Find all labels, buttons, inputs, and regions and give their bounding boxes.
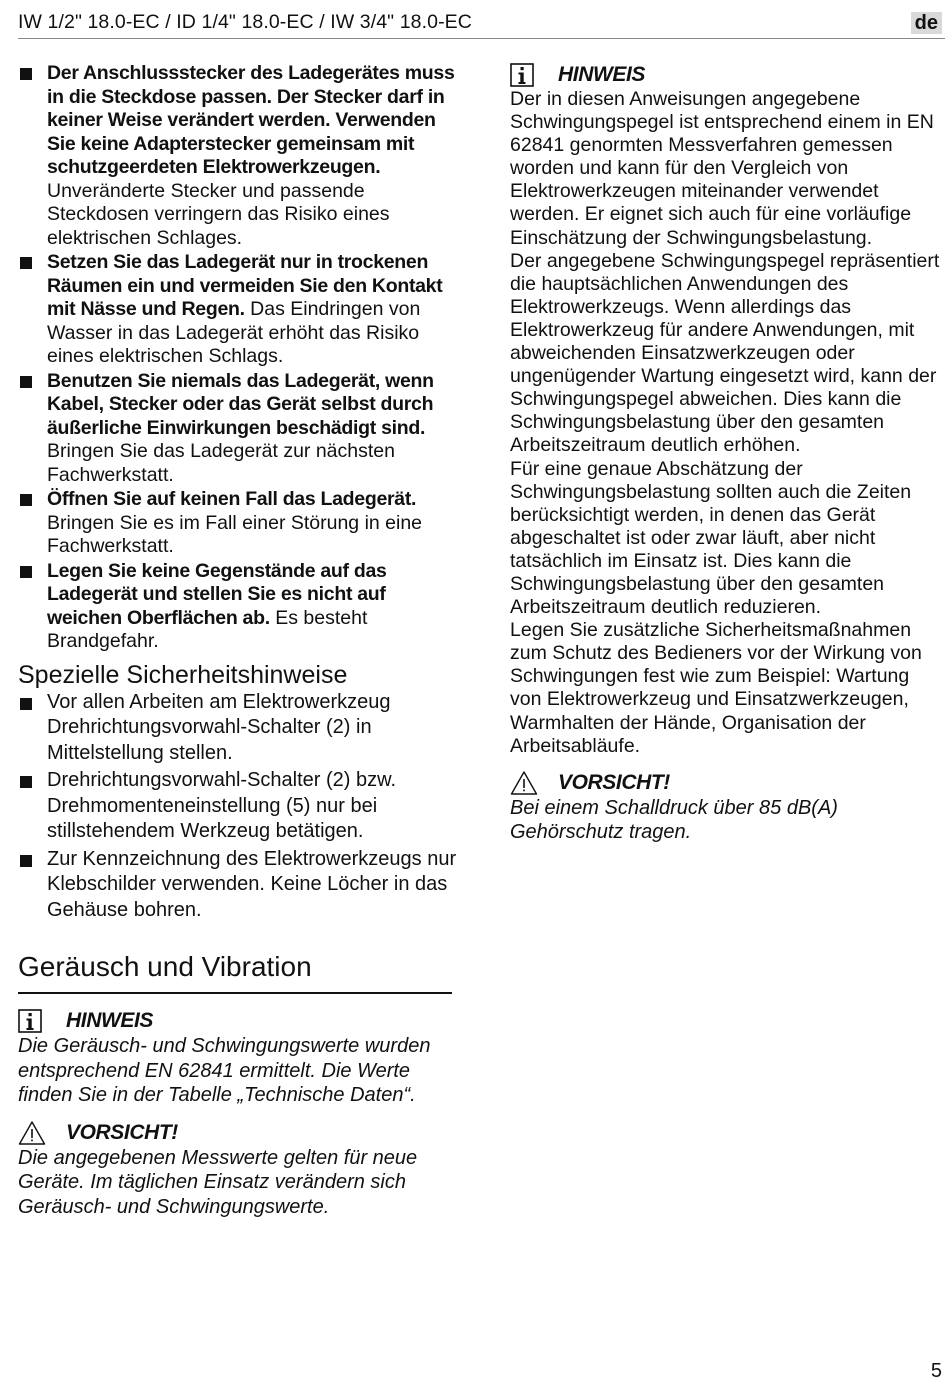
list-item: Vor allen Arbeiten am Elektrowerkzeug Drehrichtungsvorwahl-Schalter (2) in Mittelstellung stellen. — [18, 690, 458, 767]
notice-paragraph: Der angegebene Schwingungspegel repräsentiert die hauptsächlichen Anwendungen des Elektrowerkzeugs. Wenn allerdings das Elektrowerkzeug für andere Anwendungen, mit abweichenden Einsatzwerkzeugen oder ungenügender Wartung eingesetzt wird, kann der Schwingungspegel abweichen. Dies kann die Schwingungsbelastung über den gesamten Arbeitszeitraum deutlich erhöhen. — [510, 249, 940, 457]
caution-box — [510, 770, 942, 845]
list-item: Drehrichtungsvorwahl-Schalter (2) bzw. Drehmomenteneinstellung (5) nur bei stillstehendem Werkzeug betätigen. — [18, 768, 458, 845]
list-item-text: Unveränderte Stecker und passende Steckdosen verringern das Risiko eines elektrischen Schlages. — [47, 179, 390, 249]
list-item — [18, 560, 458, 654]
info-icon — [510, 63, 534, 87]
warning-icon — [510, 770, 538, 796]
notice-paragraph: Für eine genaue Abschätzung der Schwingungsbelastung sollten auch die Zeiten berücksichtigt werden, in denen das Gerät abgeschaltet ist oder zwar läuft, aber nicht tatsächlich im Einsatz ist. Dies kann die Schwingungsbelastung über den gesamten Arbeitszeitraum deutlich reduzieren. — [510, 457, 912, 619]
list-item-bold: Setzen Sie das Ladegerät nur in trockenen Räumen ein und vermeiden Sie den Kontakt mit Nässe und Regen. — [47, 251, 443, 320]
notice-paragraph: Der in diesen Anweisungen angegebene Schwingungspegel ist entsprechend einem in EN 62841 genormten Messverfahren gemessen worden und kann für den Vergleich von Elektrowerkzeugen miteinander verwendet werden. Er eignet sich auch für eine vorläufige Einschätzung der Schwingungsbelastung. — [510, 88, 934, 249]
list-item-bold: Benutzen Sie niemals das Ladegerät, wenn Kabel, Stecker oder das Gerät selbst durch äußerliche Einwirkungen beschädigt sind. — [47, 369, 434, 439]
special-safety-heading: Spezielle Sicherheitshinweise — [18, 660, 348, 689]
charger-safety-list — [18, 62, 458, 654]
caution-header — [18, 1120, 458, 1146]
list-item-text: Es besteht Brandgefahr. — [47, 606, 368, 652]
list-item-text: Das Eindringen von Wasser in das Ladegerät erhöht das Risiko eines elektrischen Schlags. — [47, 298, 421, 367]
caution-title: VORSICHT! — [558, 770, 670, 794]
notice-title: HINWEIS — [66, 1009, 154, 1032]
notice-paragraph: Legen Sie zusätzliche Sicherheitsmaßnahmen zum Schutz des Bedieners vor der Wirkung von Schwingungen fest wie zum Beispiel: Wartung von Elektrowerkzeug und Einsatzwerkzeugen, Warmhalten der Hände, Organisation der Arbeitsabläufe. — [510, 619, 922, 757]
page-header — [18, 10, 945, 39]
warning-icon — [18, 1120, 46, 1146]
language-badge: de — [911, 12, 942, 34]
list-item — [18, 488, 458, 559]
list-item — [18, 62, 458, 250]
caution-title: VORSICHT! — [66, 1120, 178, 1144]
notice-box — [18, 1008, 458, 1108]
header-title: IW 1/2" 18.0-EC / ID 1/4" 18.0-EC / IW 3/4" 18.0-EC — [18, 11, 472, 33]
notice-title: HINWEIS — [558, 63, 646, 86]
list-item-text: Bringen Sie das Ladegerät zur nächsten Fachwerkstatt. — [47, 440, 395, 486]
special-safety-list — [18, 690, 458, 924]
vibration-notice-box — [510, 62, 942, 758]
left-column — [18, 62, 458, 1220]
list-item-text: Bringen Sie es im Fall einer Störung in eine Fachwerkstatt. — [47, 511, 423, 557]
caution-box — [18, 1120, 458, 1220]
caution-text: Bei einem Schalldruck über 85 dB(A) Gehörschutz tragen. — [510, 796, 838, 844]
page-number: 5 — [930, 1360, 942, 1382]
notice-header — [510, 62, 942, 88]
caution-text: Die angegebenen Messwerte gelten für neue Geräte. Im täglichen Einsatz verändern sich Geräusch- und Schwingungswerte. — [18, 1146, 418, 1218]
list-item-bold: Legen Sie keine Gegenstände auf das Ladegerät und stellen Sie es nicht auf weichen Oberflächen ab. — [47, 559, 387, 629]
list-item-bold: Der Anschlussstecker des Ladegerätes muss in die Steckdose passen. Der Stecker darf in keiner Weise verändert werden. Verwenden Sie keine Adapterstecker gemeinsam mit schutzgeerdeten Elektrowerkzeugen. — [47, 62, 455, 178]
list-item — [18, 251, 458, 369]
list-item — [18, 370, 458, 488]
notice-header — [18, 1008, 458, 1034]
list-item: Zur Kennzeichnung des Elektrowerkzeugs nur Klebschilder verwenden. Keine Löcher in das Gehäuse bohren. — [18, 847, 458, 924]
right-column — [510, 62, 942, 845]
noise-vibration-heading: Geräusch und Vibration — [18, 950, 452, 994]
info-icon — [18, 1009, 42, 1033]
list-item-bold: Öffnen Sie auf keinen Fall das Ladegerät. — [47, 488, 417, 510]
notice-text: Die Geräusch- und Schwingungswerte wurden entsprechend EN 62841 ermittelt. Die Werte finden Sie in der Tabelle „Technische Daten“. — [18, 1035, 431, 1107]
caution-header — [510, 770, 942, 796]
